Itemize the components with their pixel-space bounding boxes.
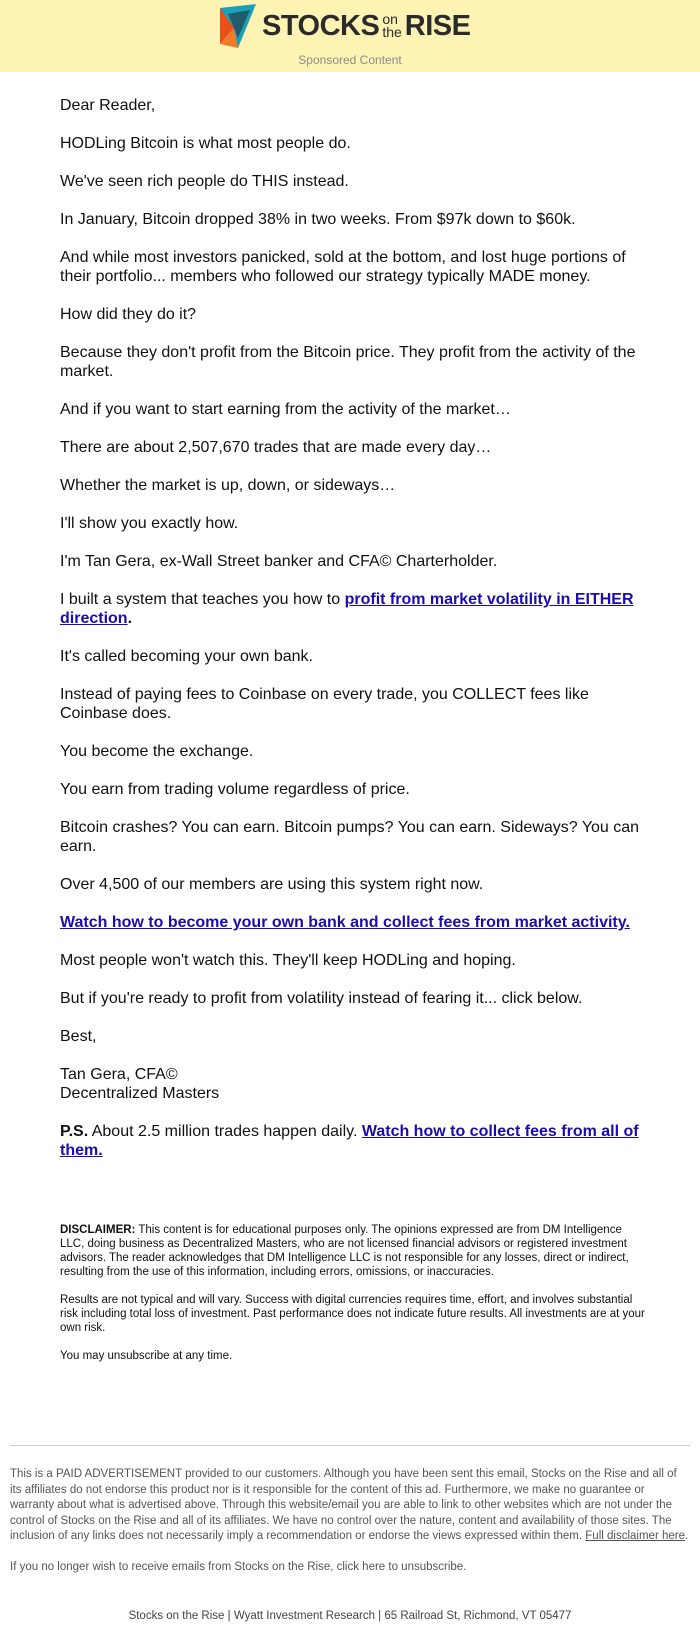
results-disclaimer: Results are not typical and will vary. Success with digital currencies requires time, effort, and involves substantial risk including total loss of investment. Past performance does not indicate future results. All investments are at your own risk. [60, 1294, 645, 1334]
paragraph: You earn from trading volume regardless of price. [60, 781, 410, 798]
brand-word-rise: RISE [404, 9, 471, 42]
paid-ad-end: . [684, 1530, 689, 1542]
cta-link[interactable]: Watch how to become your own bank and collect fees from market activity. [60, 914, 630, 931]
paid-ad-text: This is a PAID ADVERTISEMENT provided to our customers. Although you have been sent this email, Stocks on the Rise and all of its affiliates do not endorse this product nor is it responsible for the content of this ad. Furthermore, we make no guarantee or warranty about what is advertised above. Through this website/email you are able to link to other websites which are not under the control of Stocks on the Rise and all of its affiliates. We have no control over the nature, content and availability of those sites. The inclusion of any links does not necessarily imply a recommendation or endorse the views expressed within them. [10, 1468, 677, 1542]
brand-logo[interactable] [220, 4, 470, 48]
footer-divider [10, 1445, 690, 1446]
paragraph: I'm Tan Gera, ex-Wall Street banker and CFA© Charterholder. [60, 553, 498, 570]
paragraph: Most people won't watch this. They'll keep HODLing and hoping. [60, 952, 516, 969]
brand-word-on-the [382, 13, 401, 39]
paragraph: We've seen rich people do THIS instead. [60, 173, 349, 190]
company-address: Stocks on the Rise | Wyatt Investment Research | 65 Railroad St, Richmond, VT 05477 [128, 1610, 572, 1622]
brand-word-on: on [382, 11, 398, 27]
paragraph: Whether the market is up, down, or sideways… [60, 477, 396, 494]
paragraph-text: . [127, 610, 133, 627]
volatility-link[interactable]: profit from market volatility in EITHER direction [60, 591, 634, 627]
postscript [60, 1122, 645, 1160]
email-footer [10, 1467, 690, 1590]
brand-word-the: the [382, 24, 402, 40]
paragraph-text: I built a system that teaches you how to [60, 591, 345, 608]
signature-org: Decentralized Masters [60, 1085, 220, 1102]
unsubscribe-note: You may unsubscribe at any time. [60, 1350, 233, 1362]
ps-label: P.S. [60, 1123, 89, 1140]
paragraph: And while most investors panicked, sold at the bottom, and lost huge portions of their portfolio... members who followed our strategy typically MADE money. [60, 249, 626, 285]
paragraph: There are about 2,507,670 trades that are made every day… [60, 439, 492, 456]
paragraph: How did they do it? [60, 306, 197, 323]
email-body [60, 96, 645, 1179]
full-disclaimer-link[interactable]: Full disclaimer here [585, 1530, 685, 1542]
brand-word-stocks: STOCKS [262, 9, 380, 42]
paragraph: Because they don't profit from the Bitcoin price. They profit from the activity of the market. [60, 344, 636, 380]
paid-ad-notice [10, 1467, 690, 1545]
paragraph: It's called becoming your own bank. [60, 648, 313, 665]
paragraph: But if you're ready to profit from volatility instead of fearing it... click below. [60, 990, 583, 1007]
disclaimer-section [60, 1223, 645, 1377]
paragraph: In January, Bitcoin dropped 38% in two weeks. From $97k down to $60k. [60, 211, 576, 228]
greeting: Dear Reader, [60, 97, 156, 114]
disclaimer-paragraph [60, 1223, 645, 1279]
closing: Best, [60, 1028, 97, 1045]
paragraph: And if you want to start earning from the activity of the market… [60, 401, 511, 418]
unsubscribe-text[interactable]: If you no longer wish to receive emails from Stocks on the Rise, click here to unsubscribe. [10, 1560, 467, 1573]
paragraph-with-link [60, 590, 645, 628]
triangle-logo-icon [220, 4, 256, 48]
unsubscribe-line[interactable] [10, 1560, 690, 1576]
sponsored-label: Sponsored Content [298, 53, 402, 67]
paragraph: Instead of paying fees to Coinbase on every trade, you COLLECT fees like Coinbase does. [60, 686, 589, 722]
ps-link[interactable]: Watch how to collect fees from all of them. [60, 1123, 639, 1159]
paragraph: You become the exchange. [60, 743, 254, 760]
paragraph: Bitcoin crashes? You can earn. Bitcoin pumps? You can earn. Sideways? You can earn. [60, 819, 640, 855]
ps-text: About 2.5 million trades happen daily. [88, 1123, 362, 1140]
signature-name: Tan Gera, CFA© [60, 1066, 178, 1083]
paragraph: I'll show you exactly how. [60, 515, 239, 532]
paragraph: HODLing Bitcoin is what most people do. [60, 135, 351, 152]
email-header [0, 0, 700, 72]
cta-paragraph [60, 913, 645, 932]
disclaimer-text: This content is for educational purposes only. The opinions expressed are from DM Intelligence LLC, doing business as Decentralized Masters, who are not licensed financial advisors or registered investment advisors. The reader acknowledges that DM Intelligence LLC is not responsible for any losses, direct or indirect, resulting from the use of this information, including errors, omissions, or inaccuracies. [60, 1224, 629, 1278]
brand-wordmark [262, 10, 470, 43]
disclaimer-label: DISCLAIMER: [60, 1224, 136, 1236]
paragraph: Over 4,500 of our members are using this system right now. [60, 876, 484, 893]
signature [60, 1065, 645, 1103]
